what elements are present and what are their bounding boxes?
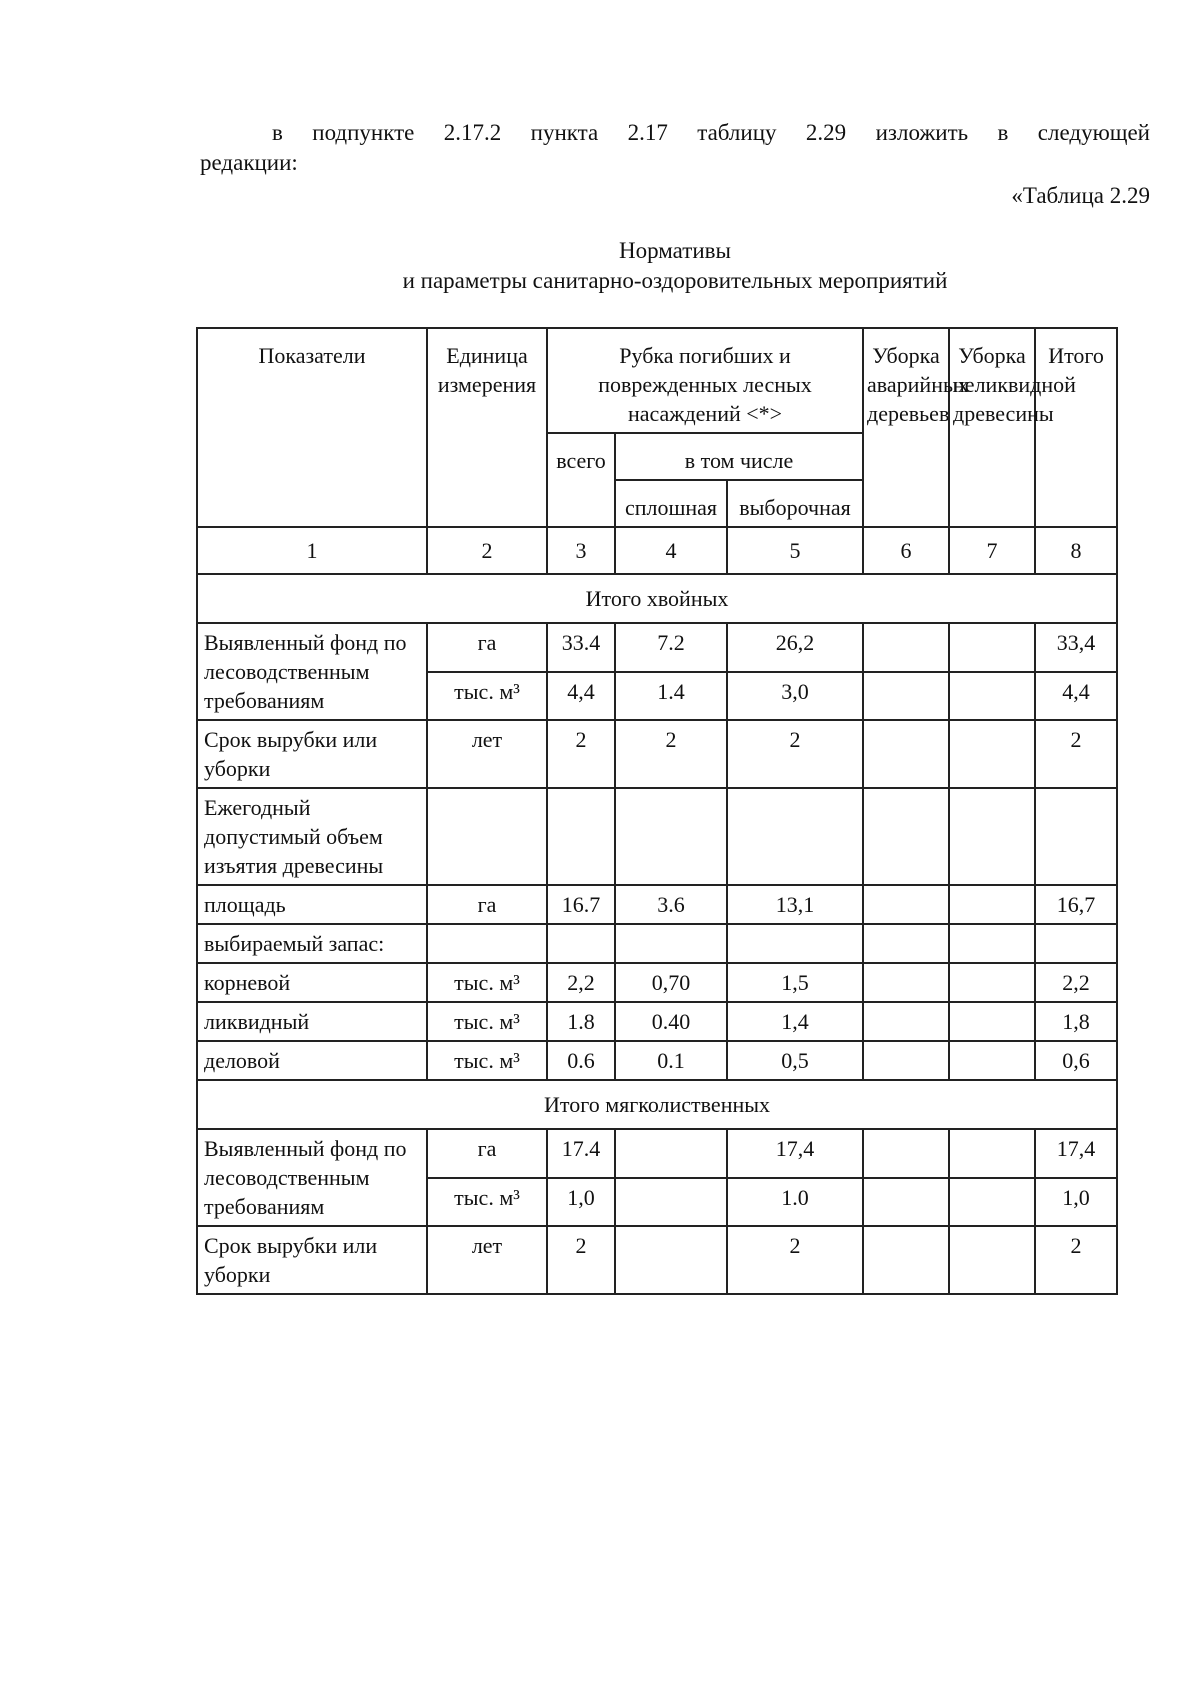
indicator-cell: Срок вырубки или уборки xyxy=(197,1226,427,1294)
intro-paragraph xyxy=(200,118,1150,178)
value-cell-c7 xyxy=(949,1041,1035,1080)
value-cell-c4 xyxy=(615,788,727,885)
unit-cell: тыс. м³ xyxy=(427,672,547,721)
unit-cell: га xyxy=(427,623,547,672)
value-cell-c6 xyxy=(863,1178,949,1227)
value-cell-c3 xyxy=(547,788,615,885)
value-cell-c5 xyxy=(727,788,863,885)
value-cell-c7 xyxy=(949,1178,1035,1227)
header-including: в том числе xyxy=(615,433,863,480)
col-number: 2 xyxy=(427,527,547,574)
value-cell-c7 xyxy=(949,672,1035,721)
value-cell-c4 xyxy=(615,1226,727,1294)
value-cell-c6 xyxy=(863,1002,949,1041)
value-cell-c4 xyxy=(615,1178,727,1227)
header-indicators: Показатели xyxy=(197,328,427,527)
value-cell-c8: 16,7 xyxy=(1035,885,1117,924)
indicator-cell: Выявленный фонд по лесоводственным требованиям xyxy=(197,1129,427,1226)
value-cell-c8: 4,4 xyxy=(1035,672,1117,721)
table-row xyxy=(197,885,1117,924)
table-title-line-2: и параметры санитарно-оздоровительных мероприятий xyxy=(402,268,948,293)
header-total: всего xyxy=(547,433,615,527)
col-number: 4 xyxy=(615,527,727,574)
value-cell-c6 xyxy=(863,623,949,672)
value-cell-c7 xyxy=(949,623,1035,672)
value-cell-c7 xyxy=(949,1226,1035,1294)
value-cell-c5: 1.0 xyxy=(727,1178,863,1227)
section-row xyxy=(197,574,1117,623)
value-cell-c8: 1,0 xyxy=(1035,1178,1117,1227)
header-clear: сплошная xyxy=(615,480,727,527)
table-row xyxy=(197,720,1117,788)
unit-cell: лет xyxy=(427,1226,547,1294)
value-cell-c4: 1.4 xyxy=(615,672,727,721)
intro-line-2: редакции: xyxy=(200,150,298,175)
header-hazard-trees: Уборка аварийных деревьев xyxy=(863,328,949,527)
value-cell-c8: 1,8 xyxy=(1035,1002,1117,1041)
value-cell-c4: 0.1 xyxy=(615,1041,727,1080)
value-cell-c4: 0.40 xyxy=(615,1002,727,1041)
value-cell-c7 xyxy=(949,885,1035,924)
norms-table xyxy=(196,327,1118,1295)
value-cell-c8 xyxy=(1035,788,1117,885)
unit-cell xyxy=(427,788,547,885)
value-cell-c3: 1.8 xyxy=(547,1002,615,1041)
value-cell-c3: 17.4 xyxy=(547,1129,615,1178)
col-number: 1 xyxy=(197,527,427,574)
indicator-cell: корневой xyxy=(197,963,427,1002)
value-cell-c6 xyxy=(863,1041,949,1080)
value-cell-c8: 2,2 xyxy=(1035,963,1117,1002)
value-cell-c8: 33,4 xyxy=(1035,623,1117,672)
value-cell-c3: 0.6 xyxy=(547,1041,615,1080)
value-cell-c5: 2 xyxy=(727,1226,863,1294)
col-number: 3 xyxy=(547,527,615,574)
value-cell-c3: 33.4 xyxy=(547,623,615,672)
value-cell-c6 xyxy=(863,924,949,963)
header-grand-total: Итого xyxy=(1035,328,1117,527)
unit-cell: га xyxy=(427,885,547,924)
value-cell-c5: 3,0 xyxy=(727,672,863,721)
value-cell-c7 xyxy=(949,720,1035,788)
value-cell-c6 xyxy=(863,1129,949,1178)
table-row xyxy=(197,924,1117,963)
value-cell-c5: 17,4 xyxy=(727,1129,863,1178)
col-number: 5 xyxy=(727,527,863,574)
value-cell-c6 xyxy=(863,720,949,788)
indicator-cell: Срок вырубки или уборки xyxy=(197,720,427,788)
value-cell-c3: 16.7 xyxy=(547,885,615,924)
table-title-line-1: Нормативы xyxy=(619,238,731,263)
col-number: 8 xyxy=(1035,527,1117,574)
value-cell-c5: 0,5 xyxy=(727,1041,863,1080)
value-cell-c8: 0,6 xyxy=(1035,1041,1117,1080)
table-row xyxy=(197,1041,1117,1080)
indicator-cell: Ежегодный допустимый объем изъятия древесины xyxy=(197,788,427,885)
value-cell-c4: 2 xyxy=(615,720,727,788)
unit-cell: тыс. м³ xyxy=(427,1178,547,1227)
table-row xyxy=(197,963,1117,1002)
value-cell-c3 xyxy=(547,924,615,963)
value-cell-c7 xyxy=(949,963,1035,1002)
table-label: «Таблица 2.29 xyxy=(1011,183,1150,208)
value-cell-c8: 2 xyxy=(1035,1226,1117,1294)
value-cell-c5: 13,1 xyxy=(727,885,863,924)
col-number: 6 xyxy=(863,527,949,574)
unit-cell: тыс. м³ xyxy=(427,1041,547,1080)
value-cell-c6 xyxy=(863,885,949,924)
value-cell-c4: 7.2 xyxy=(615,623,727,672)
value-cell-c5: 1,5 xyxy=(727,963,863,1002)
indicator-cell: деловой xyxy=(197,1041,427,1080)
table-row xyxy=(197,623,1117,672)
indicator-cell: площадь xyxy=(197,885,427,924)
value-cell-c5: 1,4 xyxy=(727,1002,863,1041)
indicator-cell: выбираемый запас: xyxy=(197,924,427,963)
value-cell-c7 xyxy=(949,1129,1035,1178)
value-cell-c3: 2 xyxy=(547,1226,615,1294)
value-cell-c6 xyxy=(863,1226,949,1294)
value-cell-c6 xyxy=(863,672,949,721)
section-title: Итого хвойных xyxy=(197,574,1117,623)
value-cell-c4 xyxy=(615,1129,727,1178)
value-cell-c5: 2 xyxy=(727,720,863,788)
value-cell-c3: 1,0 xyxy=(547,1178,615,1227)
value-cell-c4: 3.6 xyxy=(615,885,727,924)
table-row xyxy=(197,1226,1117,1294)
value-cell-c3: 4,4 xyxy=(547,672,615,721)
value-cell-c5 xyxy=(727,924,863,963)
column-number-row xyxy=(197,527,1117,574)
table-row xyxy=(197,1129,1117,1178)
table-row xyxy=(197,788,1117,885)
value-cell-c7 xyxy=(949,924,1035,963)
header-nonliquid-wood: Уборка неликвидной древесины xyxy=(949,328,1035,527)
value-cell-c8 xyxy=(1035,924,1117,963)
value-cell-c6 xyxy=(863,788,949,885)
value-cell-c4 xyxy=(615,924,727,963)
section-title: Итого мягколиственных xyxy=(197,1080,1117,1129)
value-cell-c8: 17,4 xyxy=(1035,1129,1117,1178)
value-cell-c3: 2 xyxy=(547,720,615,788)
value-cell-c5: 26,2 xyxy=(727,623,863,672)
unit-cell: га xyxy=(427,1129,547,1178)
intro-line-1: в подпункте 2.17.2 пункта 2.17 таблицу 2.29 изложить в следующей xyxy=(272,120,1150,145)
value-cell-c6 xyxy=(863,963,949,1002)
value-cell-c4: 0,70 xyxy=(615,963,727,1002)
indicator-cell: Выявленный фонд по лесоводственным требованиям xyxy=(197,623,427,720)
unit-cell: тыс. м³ xyxy=(427,963,547,1002)
value-cell-c7 xyxy=(949,1002,1035,1041)
indicator-cell: ликвидный xyxy=(197,1002,427,1041)
table-row xyxy=(197,1002,1117,1041)
col-number: 7 xyxy=(949,527,1035,574)
unit-cell xyxy=(427,924,547,963)
value-cell-c8: 2 xyxy=(1035,720,1117,788)
value-cell-c7 xyxy=(949,788,1035,885)
unit-cell: лет xyxy=(427,720,547,788)
header-selective: выборочная xyxy=(727,480,863,527)
unit-cell: тыс. м³ xyxy=(427,1002,547,1041)
header-felling: Рубка погибших и поврежденных лесных насаждений <*> xyxy=(547,328,863,433)
header-row-1 xyxy=(197,328,1117,433)
header-unit: Единица измерения xyxy=(427,328,547,527)
section-row xyxy=(197,1080,1117,1129)
value-cell-c3: 2,2 xyxy=(547,963,615,1002)
